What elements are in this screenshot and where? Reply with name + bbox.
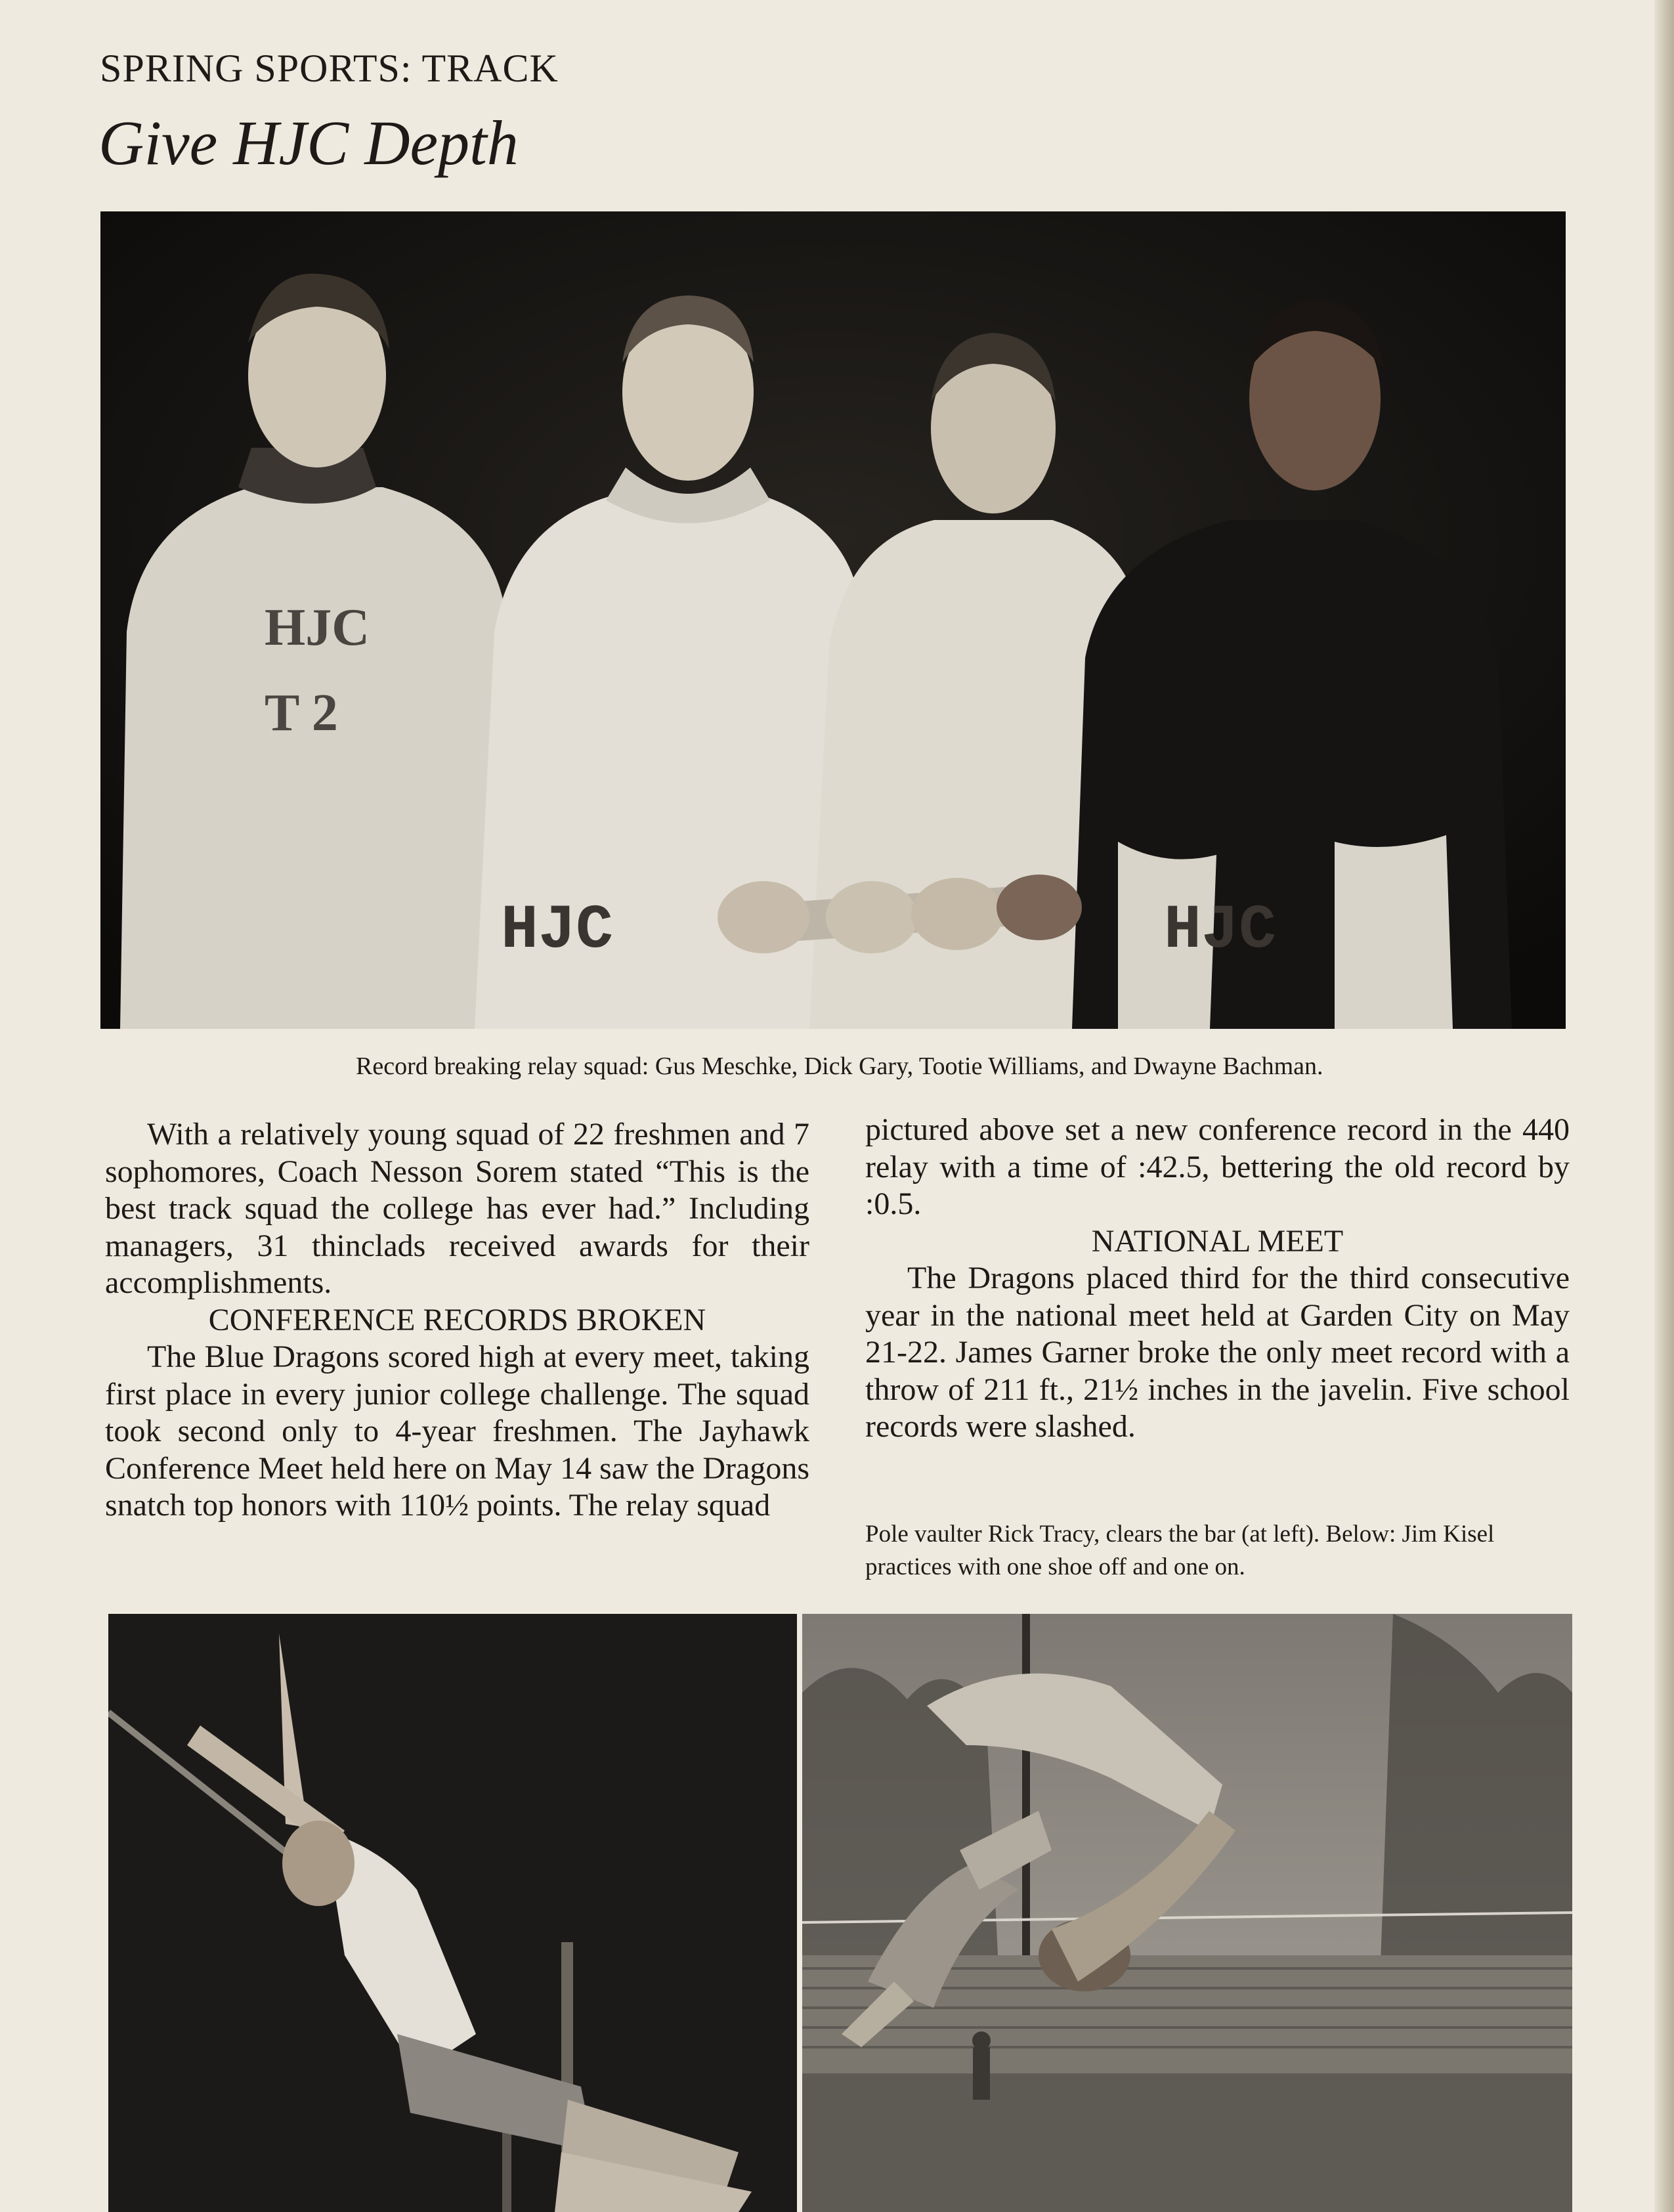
page-title: Give HJC Depth — [98, 108, 519, 178]
relay-photo-caption: Record breaking relay squad: Gus Meschke, Dick Gary, Tootie Williams, and Dwayne Bachman. — [356, 1052, 1323, 1080]
shirt-lettering-t2: T 2 — [265, 684, 338, 742]
side-photo-caption: Pole vaulter Rick Tracy, clears the bar (at left). Below: Jim Kisel practices with one shoe off and one on. — [865, 1521, 1495, 1580]
article-paragraph: The Dragons placed third for the third consecutive year in the national meet held at Garden City on May 21-22. James Garner broke the only meet record with a throw of 211 ft., 21½ inches in the javelin. Five school records were slashed. — [865, 1261, 1570, 1444]
high-jump-practice-photo — [802, 1614, 1572, 2212]
pants-lettering-hjc-2: HJC — [1164, 895, 1277, 966]
article-paragraph: pictured above set a new conference record in the 440 relay with a time of :42.5, bettering the old record by :0.5. — [865, 1112, 1570, 1221]
article-left-column — [105, 1116, 809, 1525]
book-spine-shadow — [1654, 0, 1674, 2212]
article-right-column — [865, 1112, 1570, 1446]
article-paragraph: The Blue Dragons scored high at every meet, taking first place in every junior college challenge. The squad took second only to 4-year freshmen. The Jayhawk Conference Meet held here on May 14 saw the Dragons snatch top honors with 110½ points. The relay squad — [105, 1339, 809, 1523]
relay-squad-photo — [100, 211, 1566, 1029]
section-kicker: SPRING SPORTS: TRACK — [100, 47, 559, 90]
article-paragraph: With a relatively young squad of 22 freshmen and 7 sophomores, Coach Nesson Sorem stated “This is the best track squad the college has ever had.” Including managers, 31 thinclads received awards for their accomplishments. — [105, 1117, 809, 1300]
shirt-lettering-hjc: HJC — [265, 599, 370, 657]
subhead-conference-records: CONFERENCE RECORDS BROKEN — [208, 1302, 706, 1337]
subhead-national-meet: NATIONAL MEET — [1091, 1223, 1344, 1259]
pole-vault-photo — [108, 1614, 797, 2212]
pants-lettering-hjc: HJC — [501, 895, 614, 966]
